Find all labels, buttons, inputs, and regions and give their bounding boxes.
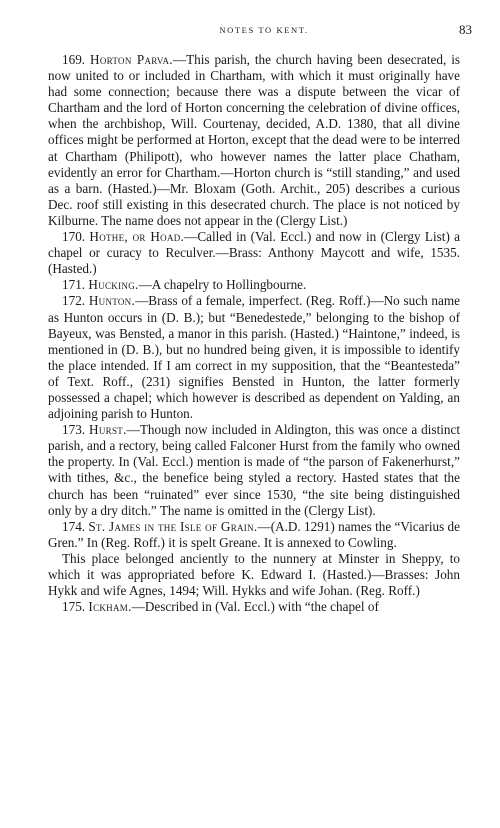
place-name: Hunton. (88, 293, 136, 309)
entry-169 (48, 52, 460, 229)
entry-174 (48, 519, 460, 551)
entry-text: —Brass of a female, imperfect. (Reg. Roff.)—No such name as Hunton occurs in (D. B.); but “Benedestede,” belonging to the bishop of Bayeux, was Bensted, a manor in this parish. (Hasted.) “Haintone,” indeed, is mentioned in (D. B.), but no hundred being given, it is impossible to identify the place intended. If I am correct in my supposition, that the “Beantesteda” of Text. Roff., (231) signifies Bensted in Hunton, the latter formerly possessed a chapel; which however is described as dependent on Yalding, an adjoining parish to Hunton. (48, 293, 460, 422)
notes-body (48, 52, 460, 615)
entry-text: This place belonged anciently to the nunnery at Minster in Sheppy, to which it was appropriated before K. Edward I. (Hasted.)—Brasses: John Hykk and wife Agnes, 1494; Will. Hykks and wife Johan. (Reg. Roff.) (48, 550, 460, 599)
entry-number: 174. (62, 518, 86, 534)
entry-173 (48, 422, 460, 519)
entry-number: 175. (62, 599, 86, 615)
entry-number: 173. (62, 422, 86, 438)
entry-text: —(A.D. 1291) names the “Vicarius de Gren.” In (Reg. Roff.) it is spelt Greane. It is annexed to Cowling. (48, 518, 460, 550)
entry-text: —Called in (Val. Eccl.) and now in (Clergy List) a chapel or curacy to Reculver.—Brass: Anthony Maycott and wife, 1535. (Hasted.) (48, 229, 460, 277)
entry-174-continued (48, 551, 460, 599)
place-name: Hurst. (89, 422, 127, 438)
entry-text: —This parish, the church having been desecrated, is now united to or included in Chartham, with which it must originally have had some connection; because there was a dispute between the vicar of Chartham and the lord of Horton concerning the celebration of divine offices, when the archbishop, Will. Courtenay, decided, A.D. 1380, that all divine offices might be performed at Horton, except that the dead were to be interred at Chartham (Philipott), who however names the latter place Chatham, evidently an error for Chartham.—Horton church is “still standing,” and used as a barn. (Hasted.)—Mr. Bloxam (Goth. Archit., 205) describes a curious Dec. roof still existing in this desecrated church. The place is not noticed by Kilburne. The name does not appear in the (Clergy List.) (48, 52, 460, 228)
entry-number: 170. (62, 229, 86, 245)
entry-175 (48, 599, 460, 615)
running-head: NOTES TO KENT. (219, 25, 309, 35)
place-name: St. James in the Isle of Grain. (88, 518, 258, 534)
entry-text: —Though now included in Aldington, this was once a distinct parish, and a rectory, being called Falconer Hurst from the family who owned the property. In (Val. Eccl.) mention is made of “the parson of Fakenerhurst,” with tithes, &c., the benefice being styled a rectory. Hasted states that the church has been “ruinated” ever since 1530, “the site being distinguished only by a dry ditch.” The name is omitted in the (Clergy List). (48, 422, 461, 518)
entry-170 (48, 229, 460, 277)
entry-171 (48, 277, 460, 293)
entry-number: 172. (62, 293, 86, 309)
page-number: 83 (459, 22, 472, 37)
place-name: Horton Parva. (90, 52, 173, 67)
place-name: Hucking. (88, 277, 139, 293)
entry-number: 171. (62, 277, 86, 293)
entry-number: 169. (62, 52, 86, 67)
place-name: Ickham. (88, 599, 132, 615)
place-name: Hothe, or Hoad. (89, 229, 185, 245)
entry-text: —A chapelry to Hollingbourne. (138, 277, 307, 293)
entry-172 (48, 293, 460, 422)
page-header (56, 22, 472, 38)
entry-text: —Described in (Val. Eccl.) with “the chapel of (131, 599, 379, 615)
